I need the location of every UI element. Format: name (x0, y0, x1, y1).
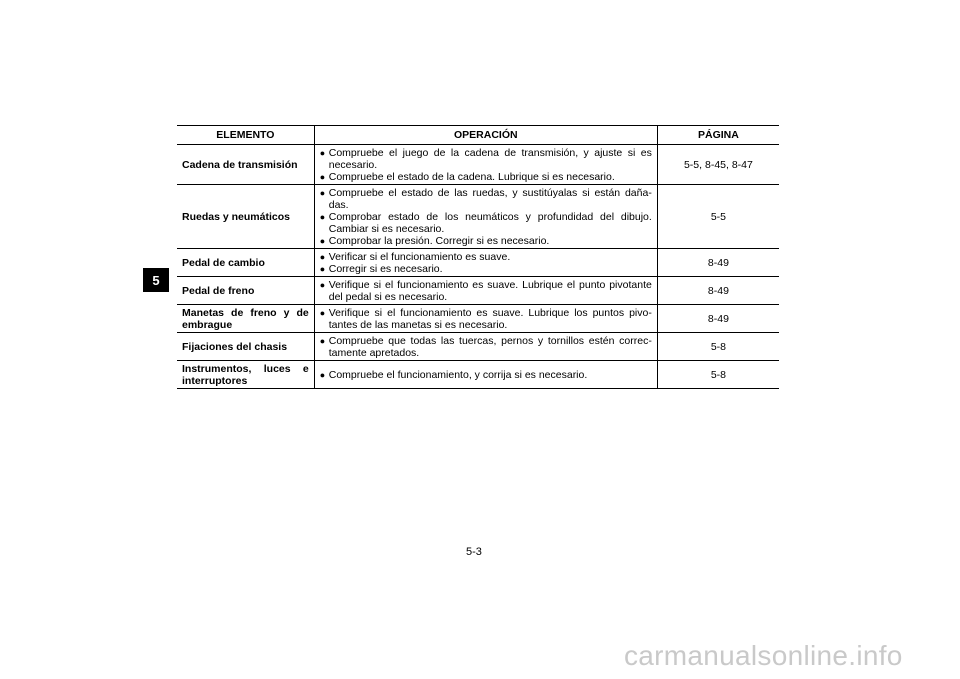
operation-item (320, 369, 652, 381)
table-row (177, 145, 779, 185)
bullet-icon: ● (319, 188, 326, 198)
row-operations (314, 305, 657, 333)
bullet-icon: ● (319, 212, 326, 222)
bullet-icon: ● (319, 172, 326, 182)
row-element: Manetas de freno y de embrague (177, 305, 314, 333)
operation-item (320, 263, 652, 275)
row-page: 8-49 (657, 277, 779, 305)
operation-item (320, 279, 652, 303)
operations-list (320, 369, 652, 381)
operation-text: Verificar si el funcionamiento es suave. (328, 251, 511, 263)
row-page: 5-8 (657, 333, 779, 361)
operation-text: Verifique si el funcionamiento es suave. Lubrique los puntos pivo-tantes de las manetas si es necesario. (328, 307, 652, 331)
table-row (177, 249, 779, 277)
table-row (177, 333, 779, 361)
row-operations (314, 361, 657, 389)
operations-list (320, 147, 652, 183)
operations-list (320, 279, 652, 303)
bullet-icon: ● (319, 148, 326, 158)
operations-list (320, 187, 652, 247)
row-operations (314, 145, 657, 185)
row-page: 5-5, 8-45, 8-47 (657, 145, 779, 185)
operation-text: Comprobar la presión. Corregir si es necesario. (328, 235, 550, 247)
operation-text: Compruebe el funcionamiento, y corrija si es necesario. (328, 369, 588, 381)
operation-text: Verifique si el funcionamiento es suave. Lubrique el punto pivotante del pedal si es necesario. (328, 279, 652, 303)
operation-text: Compruebe el estado de la cadena. Lubrique si es necesario. (328, 171, 615, 183)
row-page: 8-49 (657, 249, 779, 277)
table-row (177, 277, 779, 305)
header-element: ELEMENTO (177, 126, 314, 145)
bullet-icon: ● (319, 336, 326, 346)
operation-item (320, 187, 652, 211)
row-element: Instrumentos, luces e interruptores (177, 361, 314, 389)
row-element: Cadena de transmisión (177, 145, 314, 185)
bullet-icon: ● (319, 280, 326, 290)
operation-text: Comprobar estado de los neumáticos y profundidad del dibujo. Cambiar si es necesario. (328, 211, 652, 235)
chapter-tab: 5 (143, 268, 169, 292)
operations-list (320, 335, 652, 359)
row-page: 5-5 (657, 185, 779, 249)
row-operations (314, 277, 657, 305)
table-row (177, 185, 779, 249)
operations-list (320, 251, 652, 275)
operation-item (320, 211, 652, 235)
bullet-icon: ● (319, 370, 326, 380)
operation-text: Compruebe el estado de las ruedas, y sustitúyalas si están daña-das. (328, 187, 652, 211)
header-operation: OPERACIÓN (314, 126, 657, 145)
bullet-icon: ● (319, 264, 326, 274)
row-operations (314, 333, 657, 361)
table-header-row (177, 126, 779, 145)
table-row (177, 305, 779, 333)
operation-text: Compruebe el juego de la cadena de transmisión, y ajuste si es necesario. (328, 147, 652, 171)
header-page: PÁGINA (657, 126, 779, 145)
operation-item (320, 251, 652, 263)
row-element: Ruedas y neumáticos (177, 185, 314, 249)
table-body (177, 145, 779, 389)
row-page: 8-49 (657, 305, 779, 333)
operation-item (320, 307, 652, 331)
row-element: Pedal de freno (177, 277, 314, 305)
bullet-icon: ● (319, 252, 326, 262)
row-operations (314, 185, 657, 249)
bullet-icon: ● (319, 236, 326, 246)
operation-item (320, 171, 652, 183)
operation-text: Compruebe que todas las tuercas, pernos y tornillos estén correc-tamente apretados. (328, 335, 652, 359)
bullet-icon: ● (319, 308, 326, 318)
row-operations (314, 249, 657, 277)
row-element: Fijaciones del chasis (177, 333, 314, 361)
watermark: carmanualsonline.info (624, 640, 903, 671)
operation-item (320, 335, 652, 359)
operation-item (320, 235, 652, 247)
maintenance-table (177, 125, 779, 389)
row-page: 5-8 (657, 361, 779, 389)
operations-list (320, 307, 652, 331)
row-element: Pedal de cambio (177, 249, 314, 277)
operation-text: Corregir si es necesario. (328, 263, 443, 275)
table-row (177, 361, 779, 389)
operation-item (320, 147, 652, 171)
page-number: 5-3 (466, 546, 482, 558)
